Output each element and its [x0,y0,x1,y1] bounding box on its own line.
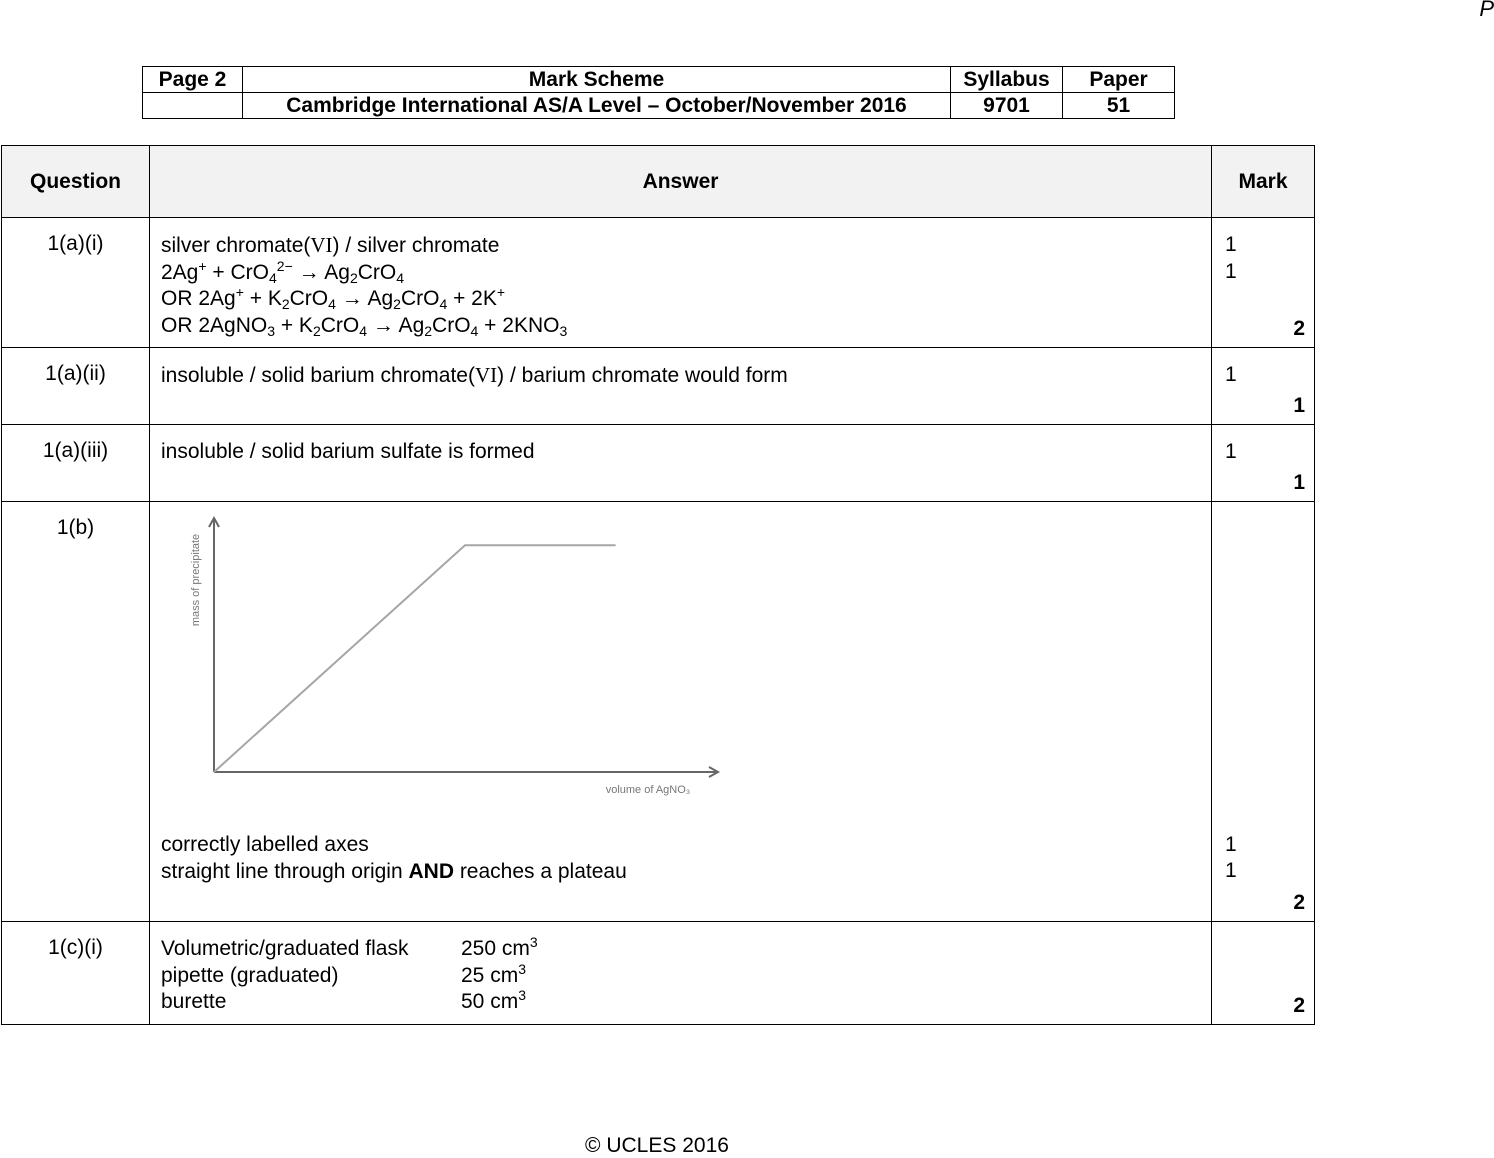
ionic-equation: $2Ag^+ + CrO_4^{2-} \to Ag_2CrO_4$ [161,257,405,286]
mark-cell [1212,348,1315,425]
marking-point: straight line through origin AND reaches a plateau [161,859,627,883]
page-corner-letter: P [1479,0,1494,21]
answer-cell [150,425,1212,502]
alt-equation-2: OR 2AgNO$_3$ + $K_2CrO_4 \to Ag_2CrO_4 + 2KNO_3$ [161,313,568,339]
apparatus-item: pipette (graduated) 25 $cm^3$ [161,960,526,987]
table-row [2,502,1315,922]
mark-scheme-label: Mark Scheme [243,67,951,93]
answer-cell [150,348,1212,425]
mark-scheme-table [1,145,1315,1025]
table-row [2,425,1315,502]
table-row [2,348,1315,425]
mark-total: 1 [1293,470,1305,494]
answer-line: insoluble / solid barium sulfate is formed [161,440,535,463]
paper-label: Paper [1063,67,1175,93]
alt-equation-1: OR $2Ag^+ + K_2CrO_4 \to Ag_2CrO_4 + 2K^+$ [161,284,506,312]
exam-title: Cambridge International AS/A Level – October/November 2016 [243,93,951,119]
answer-cell [150,922,1212,1025]
question-column-header: Question [2,146,150,218]
paper-code: 51 [1063,93,1175,119]
graph-axes [209,518,718,777]
marking-point: correctly labelled axes [161,833,369,856]
mark-cell [1212,425,1315,502]
answer-line: insoluble / solid barium chromate(VI) / barium chromate would form [161,363,788,387]
apparatus-item: burette 50 $cm^3$ [161,987,526,1013]
question-number: 1(c)(i) [2,922,150,1025]
apparatus-item: Volumetric/graduated flask 250 $cm^3$ [161,934,538,960]
y-axis-label: mass of precipitate [190,533,202,627]
table-row [2,922,1315,1025]
syllabus-code: 9701 [951,93,1063,119]
mark-cell [1212,218,1315,348]
mark-total: 2 [1293,890,1305,914]
question-number: 1(a)(i) [2,218,150,348]
mark-value: 1 [1225,859,1237,882]
mark-value: 1 [1225,259,1237,283]
copyright-footer: © UCLES 2016 [585,1134,729,1157]
mark-value: 1 [1225,440,1237,463]
mark-column-header: Mark [1212,146,1315,218]
answer-line: silver chromate(VI) / silver chromate [161,233,500,257]
mark-value: 1 [1225,363,1237,386]
mark-value: 1 [1225,833,1237,856]
question-number: 1(a)(iii) [2,425,150,502]
mark-cell [1212,502,1315,922]
mark-cell [1212,922,1315,1025]
question-number: 1(b) [2,502,150,922]
data-series-line [214,545,616,772]
mark-total: 2 [1293,316,1305,340]
mark-total: 1 [1293,393,1305,417]
syllabus-label: Syllabus [951,67,1063,93]
precipitate-graph [171,510,731,802]
answer-cell [150,218,1212,348]
mark-total: 2 [1293,993,1305,1017]
header-table [142,66,1175,119]
x-axis-label: volume of AgNO₃ [605,784,691,796]
table-header-row [2,146,1315,218]
answer-column-header: Answer [150,146,1212,218]
page-number: Page 2 [143,67,243,93]
header-empty-cell [143,93,243,119]
answer-cell [150,502,1212,922]
table-row [2,218,1315,348]
question-number: 1(a)(ii) [2,348,150,425]
mark-value: 1 [1225,233,1237,256]
